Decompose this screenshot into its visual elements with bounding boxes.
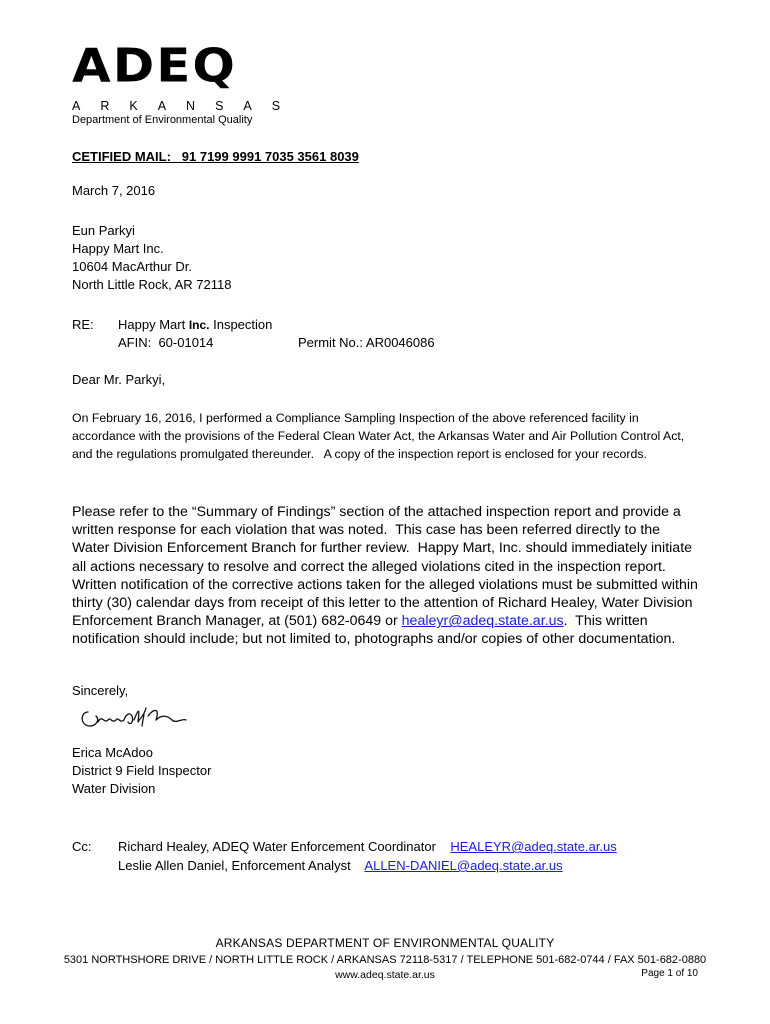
signer-name: Erica McAdoo <box>72 745 153 760</box>
paragraph-2-text: Please refer to the “Summary of Findings” section of the attached inspection report and provide a written response for each violation that was noted. This case has been referred directly to the Water Division Enforcement Branch for further review. Happy Mart, Inc. should immediately initiate all actions necessary to resolve and correct the alleged violations cited in the inspection report. Written notification of the corrective actions taken for the alleged violations must be submitted within thirty (30) calendar days from receipt of this letter to the attention of Richard Healey, Water Division Enforcement Branch Manager, at (501) 682-0649 or <box>72 504 702 630</box>
healey-email-link[interactable]: healeyr@adeq.state.ar.us <box>401 613 564 630</box>
closing: Sincerely, <box>72 683 129 698</box>
cc-label: Cc: <box>72 839 92 854</box>
signature-image <box>78 702 198 743</box>
cc-entry-1-name: Richard Healey, ADEQ Water Enforcement Coordinator <box>118 839 436 854</box>
paragraph-2 <box>72 503 700 649</box>
recipient-company: Happy Mart Inc. <box>72 241 164 256</box>
recipient-name: Eun Parkyi <box>72 223 135 238</box>
re-subject-bold: Inc. <box>188 318 210 332</box>
re-label: RE: <box>72 317 94 332</box>
paragraph-2-text-end: . This written notification should include; but not limited to, photographs and/or copies of other documentation. <box>72 613 676 648</box>
cc-entry-1 <box>118 838 617 856</box>
re-afin: AFIN: 60-01014 <box>118 335 214 350</box>
footer-website: www.adeq.state.ar.us <box>335 969 435 981</box>
re-permit: Permit No.: AR0046086 <box>298 335 435 350</box>
cc-entry-2-name: Leslie Allen Daniel, Enforcement Analyst <box>118 858 351 873</box>
signer-title: District 9 Field Inspector <box>72 763 212 778</box>
signature-icon <box>78 702 198 738</box>
logo-state-name: ARKANSAS <box>72 99 301 113</box>
footer-address: 5301 NORTHSHORE DRIVE / NORTH LITTLE ROCK / ARKANSAS 72118-5317 / TELEPHONE 501-682-0744 / FAX 501-682-0880 <box>63 954 707 966</box>
salutation: Dear Mr. Parkyi, <box>72 372 166 387</box>
paragraph-1: On February 16, 2016, I performed a Compliance Sampling Inspection of the above referenced facility in accordance with the provisions of the Federal Clean Water Act, the Arkansas Water and Air Pollution Control Act, and the regulations promulgated thereunder. A copy of the inspection report is enclosed for your records. <box>72 411 688 461</box>
signer-division: Water Division <box>72 781 156 796</box>
certified-mail-line: CETIFIED MAIL: 91 7199 9991 7035 3561 8039 <box>72 149 359 164</box>
re-subject-prefix: Happy Mart <box>118 317 189 332</box>
recipient-address <box>72 222 231 294</box>
cc-entry-1-email-link[interactable]: HEALEYR@adeq.state.ar.us <box>450 839 617 854</box>
cc-entry-2 <box>118 857 563 875</box>
signer-block <box>72 744 211 798</box>
letter-date: March 7, 2016 <box>72 183 156 198</box>
adeq-logo: ADEQ <box>72 39 237 93</box>
page-number: Page 1 of 10 <box>641 968 698 979</box>
re-subject <box>118 316 272 334</box>
logo-department-name: Department of Environmental Quality <box>72 114 253 126</box>
footer-title: ARKANSAS DEPARTMENT OF ENVIRONMENTAL QUALITY <box>215 936 555 950</box>
re-subject-suffix: Inspection <box>209 317 273 332</box>
recipient-city: North Little Rock, AR 72118 <box>72 277 232 292</box>
recipient-street: 10604 MacArthur Dr. <box>72 259 192 274</box>
cc-entry-2-email-link[interactable]: ALLEN-DANIEL@adeq.state.ar.us <box>364 858 563 873</box>
